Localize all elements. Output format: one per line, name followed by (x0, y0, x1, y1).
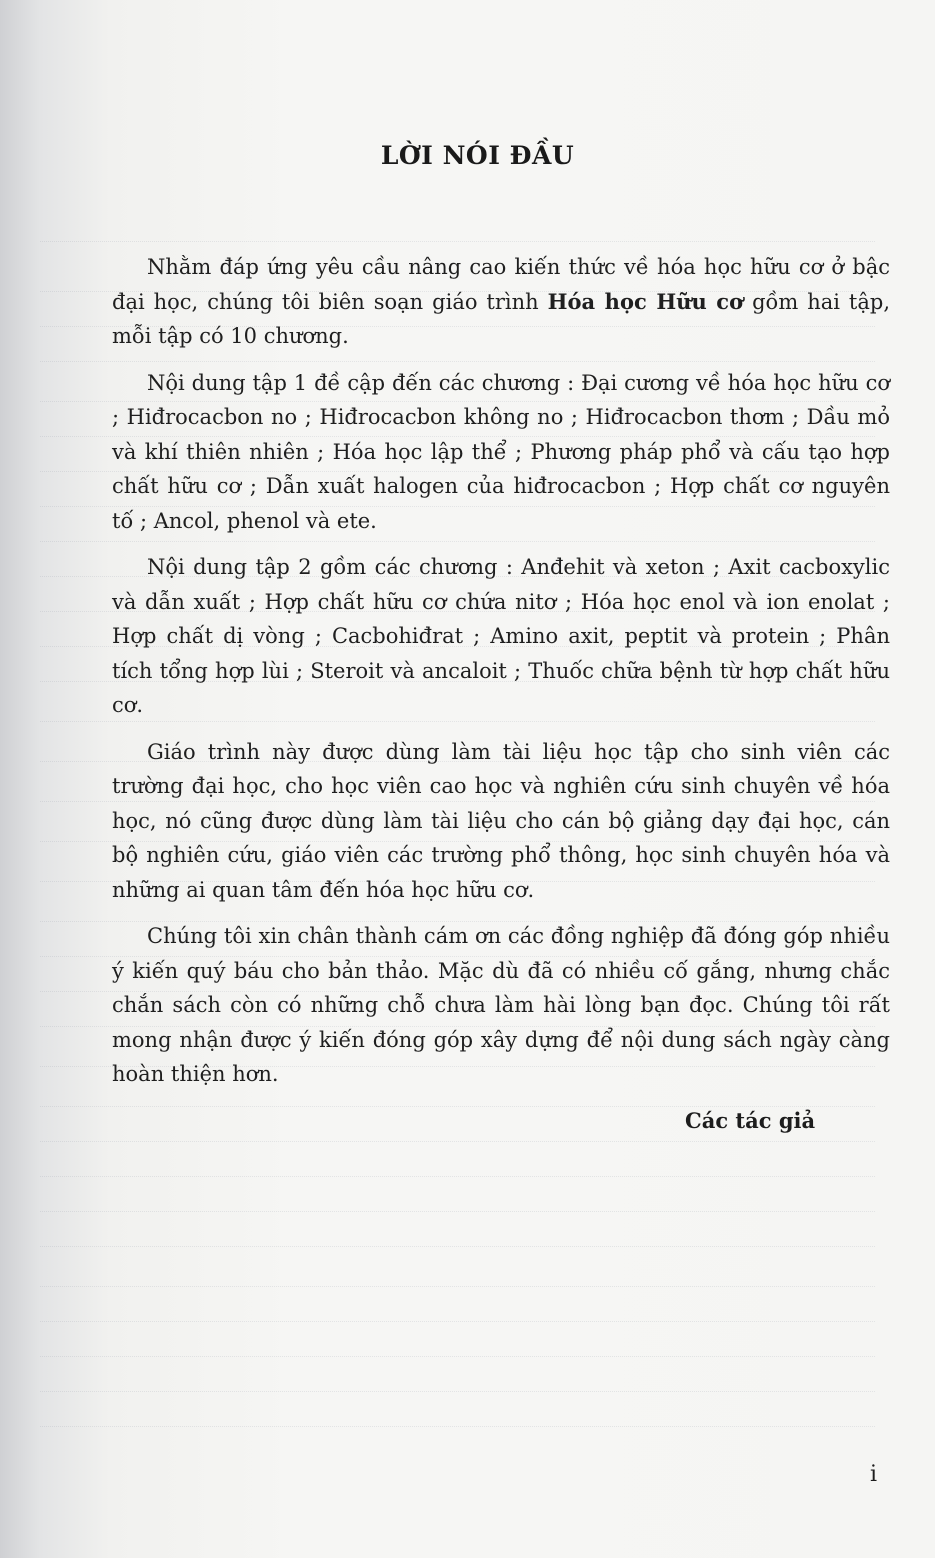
paragraph-5: Chúng tôi xin chân thành cám ơn các đồng nghiệp đã đóng góp nhiều ý kiến quý báu cho bản thảo. Mặc dù đã có nhiều cố gắng, nhưng chắc chắn sách còn có những chỗ chưa làm hài lòng bạn đọc. Chúng tôi rất mong nhận được ý kiến đóng góp xây dựng để nội dung sách ngày càng hoàn thiện hơn. (112, 924, 890, 1086)
signature: Các tác giả (685, 1108, 816, 1133)
paragraph-1-text-a: Nhằm đáp ứng yêu cầu nâng cao kiến thức về hóa học hữu cơ ở bậc đại học, chúng tôi biên soạn giáo trình (112, 255, 890, 314)
paragraph-1 (112, 250, 890, 354)
page-number: i (870, 1462, 878, 1487)
paragraph-2: Nội dung tập 1 đề cập đến các chương : Đại cương về hóa học hữu cơ ; Hiđrocacbon no ; Hiđrocacbon không no ; Hiđrocacbon thơm ; Dầu mỏ và khí thiên nhiên ; Hóa học lập thể ; Phương pháp phổ và cấu tạo hợp chất hữu cơ ; Dẫn xuất halogen của hiđrocacbon ; Hợp chất cơ nguyên tố ; Ancol, phenol và ete. (112, 370, 890, 533)
paragraph-4: Giáo trình này được dùng làm tài liệu học tập cho sinh viên các trường đại học, cho học viên cao học và nghiên cứu sinh chuyên về hóa học, nó cũng được dùng làm tài liệu cho cán bộ giảng dạy đại học, cán bộ nghiên cứu, giáo viên các trường phổ thông, học sinh chuyên hóa và những ai quan tâm đến hóa học hữu cơ. (112, 739, 890, 902)
page-title: LỜI NÓI ĐẦU (380, 140, 575, 170)
book-title-bold: Hóa học Hữu cơ (547, 288, 744, 314)
paragraph-3: Nội dung tập 2 gồm các chương : Anđehit và xeton ; Axit cacboxylic và dẫn xuất ; Hợp chất hữu cơ chứa nitơ ; Hóa học enol và ion enolat ; Hợp chất dị vòng ; Cacbohiđrat ; Amino axit, peptit và protein ; Phân tích tổng hợp lùi ; Steroit và ancaloit ; Thuốc chữa bệnh từ hợp chất hữu cơ. (112, 555, 890, 717)
body-text (112, 250, 890, 1104)
paragraph-1-text-b: gồm hai tập, mỗi tập có 10 chương. (112, 289, 891, 348)
